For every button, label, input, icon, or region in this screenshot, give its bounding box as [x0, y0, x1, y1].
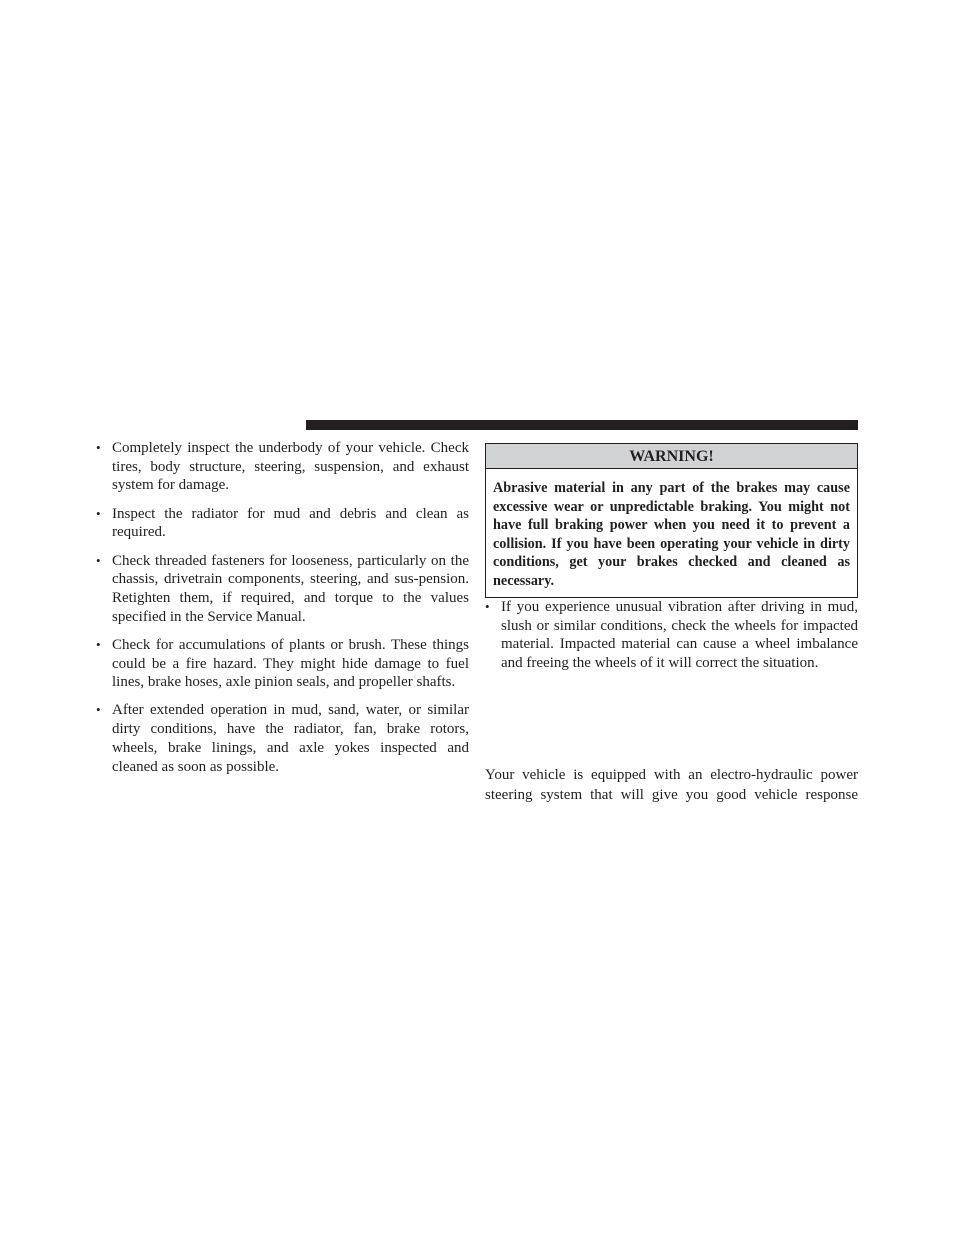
- list-item: [485, 598, 858, 673]
- list-item-text: Check for accumulations of plants or brush. These things could be a fire hazard. They might hide damage to fuel lines, brake hoses, axle pinion seals, and propeller shafts.: [112, 636, 469, 691]
- list-item: [96, 505, 469, 542]
- right-column: [485, 443, 858, 682]
- left-bullet-list: [96, 439, 469, 776]
- bullet-icon: •: [96, 505, 101, 521]
- bullet-icon: •: [96, 552, 101, 568]
- list-item: [96, 552, 469, 627]
- header-rule: [306, 420, 858, 430]
- left-column: [96, 439, 469, 786]
- list-item-text: Completely inspect the underbody of your vehicle. Check tires, body structure, steering, suspension, and exhaust system for damage.: [112, 440, 469, 494]
- list-item: [96, 701, 469, 776]
- bullet-icon: •: [96, 636, 101, 652]
- warning-box: [485, 443, 858, 598]
- warning-title: WARNING!: [486, 444, 857, 469]
- bullet-icon: •: [485, 599, 490, 614]
- power-steering-paragraph: Your vehicle is equipped with an electro-hydraulic power steering system that will give you good vehicle response: [485, 767, 858, 803]
- bullet-icon: •: [96, 440, 101, 455]
- list-item: [96, 439, 469, 495]
- list-item-text: After extended operation in mud, sand, water, or similar dirty conditions, have the radiator, fan, brake rotors, wheels, brake linings, and axle yokes inspected and cleaned as soon as possible.: [112, 702, 469, 775]
- warning-body: Abrasive material in any part of the brakes may cause excessive wear or unpredictable braking. You might not have full braking power when you need it to prevent a collision. If you have been operating your vehicle in dirty conditions, get your brakes checked and cleaned as necessary.: [493, 480, 850, 589]
- list-item-text: Inspect the radiator for mud and debris and clean as required.: [112, 505, 469, 541]
- right-bullet-list: [485, 598, 858, 673]
- list-item: [96, 636, 469, 692]
- bullet-icon: •: [96, 702, 101, 718]
- list-item-text: Check threaded fasteners for looseness, particularly on the chassis, drivetrain components, steering, and sus-pension. Retighten them, if required, and torque to the values specified in the Service Manual.: [112, 552, 469, 625]
- list-item-text: If you experience unusual vibration after driving in mud, slush or similar conditions, check the wheels for impacted material. Impacted material can cause a wheel imbalance and freeing the wheels of it will correct the situation.: [501, 599, 858, 672]
